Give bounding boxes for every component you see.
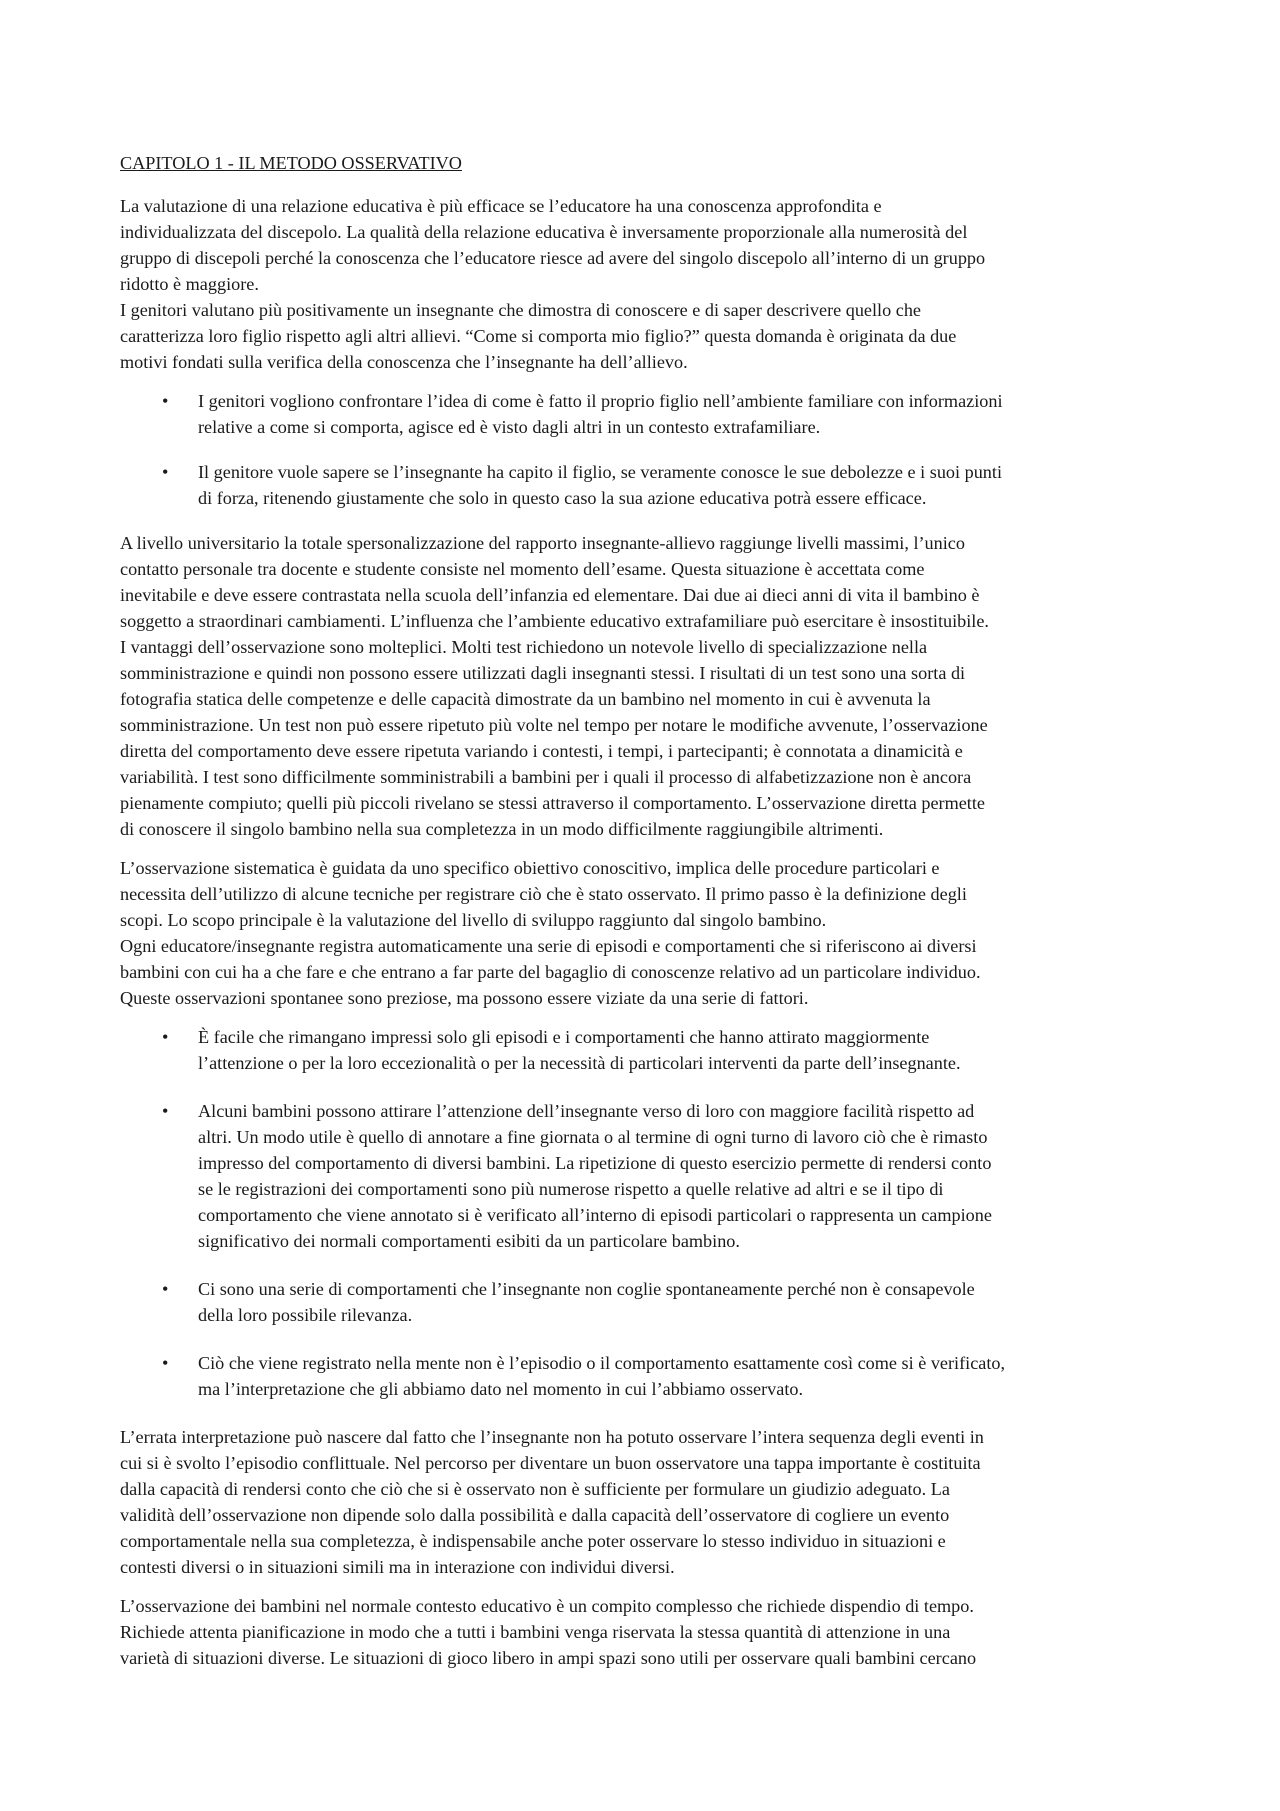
text-line: necessita dell’utilizzo di alcune tecniche per registrare ciò che è stato osservato. Il primo passo è la definizione degli: [120, 884, 967, 904]
bullet-list-parents: [120, 388, 1165, 511]
text-line: Il genitore vuole sapere se l’insegnante ha capito il figlio, se veramente conosce le sue debolezze e i suoi punti: [198, 462, 1002, 482]
text-line: dalla capacità di rendersi conto che ciò che si è osservato non è sufficiente per formulare un giudizio adeguato. La: [120, 1479, 950, 1499]
bullet-list-factors: [120, 1024, 1165, 1402]
text-line: fotografia statica delle competenze e delle capacità dimostrate da un bambino nel momento in cui è avvenuta la: [120, 689, 931, 709]
list-item: [120, 1350, 1165, 1402]
paragraph-observation-context: [120, 1593, 1165, 1671]
text-line: bambini con cui ha a che fare e che entrano a far parte del bagaglio di conoscenze relativo ad un particolare individuo.: [120, 962, 981, 982]
text-line: inevitabile e deve essere contrastata nella scuola dell’infanzia ed elementare. Dai due ai dieci anni di vita il bambino è: [120, 585, 980, 605]
text-line: della loro possibile rilevanza.: [198, 1305, 413, 1325]
paragraph-intro: [120, 193, 1165, 375]
text-line: variabilità. I test sono difficilmente somministrabili a bambini per i quali il processo di alfabetizzazione non è ancora: [120, 767, 972, 787]
text-line: validità dell’osservazione non dipende solo dalla possibilità e dalla capacità dell’osservatore di cogliere un evento: [120, 1505, 950, 1525]
text-line: somministrazione e quindi non possono essere utilizzati dagli insegnanti stessi. I risultati di un test sono una sorta di: [120, 663, 966, 683]
list-item: [120, 1276, 1165, 1328]
text-line: comportamentale nella sua completezza, è indispensabile anche poter osservare lo stesso individuo in situazioni e: [120, 1531, 946, 1551]
text-line: motivi fondati sulla verifica della conoscenza che l’insegnante ha dell’allievo.: [120, 352, 688, 372]
text-line: individualizzata del discepolo. La qualità della relazione educativa è inversamente proporzionale alla numerosità del: [120, 222, 968, 242]
text-line: contesti diversi o in situazioni simili ma in interazione con individui diversi.: [120, 1557, 675, 1577]
text-line: gruppo di discepoli perché la conoscenza che l’educatore riesce ad avere del singolo discepolo all’interno di un gruppo: [120, 248, 986, 268]
text-line: cui si è svolto l’episodio conflittuale. Nel percorso per diventare un buon osservatore una tappa importante è costituita: [120, 1453, 981, 1473]
text-line: di conoscere il singolo bambino nella sua completezza in un modo difficilmente raggiungibile altrimenti.: [120, 819, 884, 839]
bullet-icon: •: [162, 1101, 169, 1121]
text-line: contatto personale tra docente e studente consiste nel momento dell’esame. Questa situazione è accettata come: [120, 559, 925, 579]
text-line: pienamente compiuto; quelli più piccoli rivelano se stessi attraverso il comportamento. L’osservazione diretta permette: [120, 793, 985, 813]
paragraph-interpretation: [120, 1424, 1165, 1580]
text-line: comportamento che viene annotato si è verificato all’interno di episodi particolari o rappresenta un campione: [198, 1205, 992, 1225]
bullet-icon: •: [162, 1279, 169, 1299]
bullet-icon: •: [162, 462, 169, 482]
paragraph-university: [120, 530, 1165, 842]
text-line: significativo dei normali comportamenti esibiti da un particolare bambino.: [198, 1231, 740, 1251]
text-line: Alcuni bambini possono attirare l’attenzione dell’insegnante verso di loro con maggiore facilità rispetto ad: [198, 1101, 975, 1121]
text-line: di forza, ritenendo giustamente che solo in questo caso la sua azione educativa potrà essere efficace.: [198, 488, 927, 508]
bullet-icon: •: [162, 1353, 169, 1373]
text-line: I genitori valutano più positivamente un insegnante che dimostra di conoscere e di saper descrivere quello che: [120, 300, 921, 320]
text-line: L’errata interpretazione può nascere dal fatto che l’insegnante non ha potuto osservare l’intera sequenza degli eventi in: [120, 1427, 984, 1447]
chapter-title: CAPITOLO 1 - IL METODO OSSERVATIVO: [120, 153, 462, 173]
text-line: altri. Un modo utile è quello di annotare a fine giornata o al termine di ogni turno di lavoro ciò che è rimasto: [198, 1127, 988, 1147]
text-line: ridotto è maggiore.: [120, 274, 259, 294]
text-line: Ciò che viene registrato nella mente non è l’episodio o il comportamento esattamente così come si è verificato,: [198, 1353, 1006, 1373]
text-line: relative a come si comporta, agisce ed è visto dagli altri in un contesto extrafamiliare.: [198, 417, 821, 437]
text-line: se le registrazioni dei comportamenti sono più numerose rispetto a quelle relative ad altri e se il tipo di: [198, 1179, 944, 1199]
text-line: Ogni educatore/insegnante registra automaticamente una serie di episodi e comportamenti che si riferiscono ai diversi: [120, 936, 977, 956]
text-line: caratterizza loro figlio rispetto agli altri allievi. “Come si comporta mio figlio?” questa domanda è originata da due: [120, 326, 957, 346]
bullet-icon: •: [162, 391, 169, 411]
text-line: diretta del comportamento deve essere ripetuta variando i contesti, i tempi, i partecipanti; è connotata a dinamicità e: [120, 741, 963, 761]
text-line: È facile che rimangano impressi solo gli episodi e i comportamenti che hanno attirato maggiormente: [198, 1027, 930, 1047]
text-line: l’attenzione o per la loro eccezionalità o per la necessità di particolari interventi da parte dell’insegnante.: [198, 1053, 961, 1073]
list-item: [120, 459, 1165, 511]
list-item: [120, 1024, 1165, 1076]
text-line: I genitori vogliono confrontare l’idea di come è fatto il proprio figlio nell’ambiente familiare con informazioni: [198, 391, 1003, 411]
list-item: [120, 388, 1165, 440]
text-line: L’osservazione dei bambini nel normale contesto educativo è un compito complesso che richiede dispendio di tempo.: [120, 1596, 974, 1616]
text-line: somministrazione. Un test non può essere ripetuto più volte nel tempo per notare le modifiche avvenute, l’osservazione: [120, 715, 988, 735]
text-line: Ci sono una serie di comportamenti che l’insegnante non coglie spontaneamente perché non è consapevole: [198, 1279, 975, 1299]
text-line: varietà di situazioni diverse. Le situazioni di gioco libero in ampi spazi sono utili per osservare quali bambini cercano: [120, 1648, 977, 1668]
text-line: L’osservazione sistematica è guidata da uno specifico obiettivo conoscitivo, implica delle procedure particolari e: [120, 858, 940, 878]
text-line: soggetto a straordinari cambiamenti. L’influenza che l’ambiente educativo extrafamiliare può esercitare è insostituibile.: [120, 611, 989, 631]
text-line: scopi. Lo scopo principale è la valutazione del livello di sviluppo raggiunto dal singolo bambino.: [120, 910, 827, 930]
text-line: I vantaggi dell’osservazione sono molteplici. Molti test richiedono un notevole livello di specializzazione nella: [120, 637, 928, 657]
bullet-icon: •: [162, 1027, 169, 1047]
text-line: impresso del comportamento di diversi bambini. La ripetizione di questo esercizio permette di rendersi conto: [198, 1153, 992, 1173]
paragraph-systematic-observation: [120, 855, 1165, 1011]
text-line: Richiede attenta pianificazione in modo che a tutti i bambini venga riservata la stessa quantità di attenzione in una: [120, 1622, 951, 1642]
text-line: A livello universitario la totale spersonalizzazione del rapporto insegnante-allievo raggiunge livelli massimi, l’unico: [120, 533, 965, 553]
document-page: [120, 150, 1165, 1684]
text-line: ma l’interpretazione che gli abbiamo dato nel momento in cui l’abbiamo osservato.: [198, 1379, 804, 1399]
text-line: La valutazione di una relazione educativa è più efficace se l’educatore ha una conoscenza approfondita e: [120, 196, 882, 216]
list-item: [120, 1098, 1165, 1254]
text-line: Queste osservazioni spontanee sono preziose, ma possono essere viziate da una serie di fattori.: [120, 988, 809, 1008]
